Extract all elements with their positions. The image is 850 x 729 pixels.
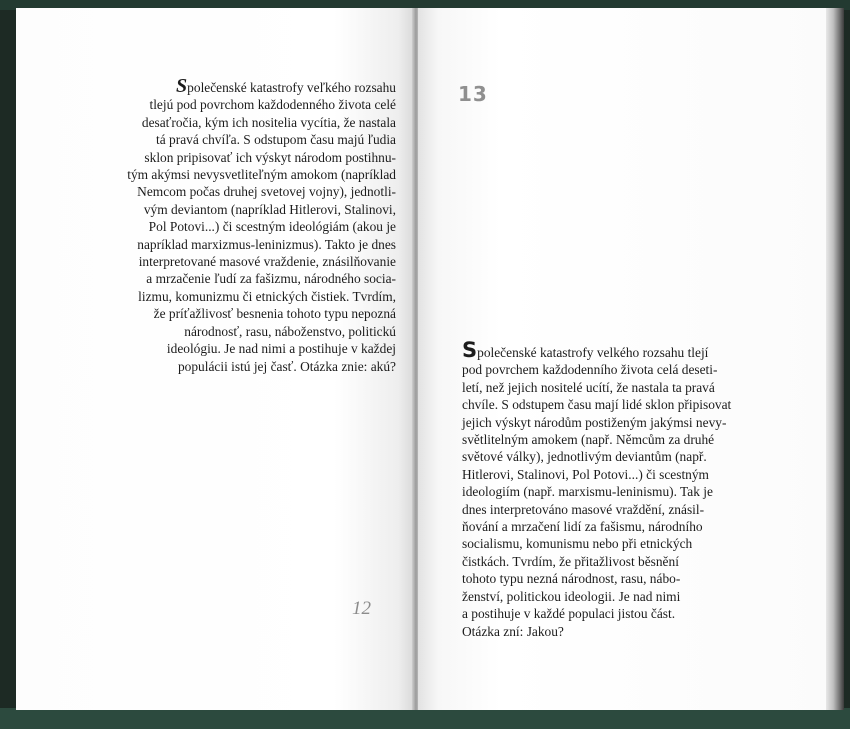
left-page-number: 12 [352, 598, 371, 619]
right-line-7: světové války), jednotlivým deviantům (např. [462, 449, 707, 465]
book-fore-edge [826, 8, 844, 710]
right-page [418, 8, 828, 710]
left-line-8: vým deviantom (napríklad Hitlerovi, Stalinovi, [143, 201, 396, 217]
right-page-number: 13 [458, 82, 488, 106]
right-line-8: Hitlerovi, Stalinovi, Pol Potovi...) či scestným [462, 466, 709, 482]
left-line-12: a mrzačenie ľudí za fašizmu, národného socia- [146, 271, 396, 287]
right-line-1: Společenské katastrofy velkého rozsahu tlejí [462, 338, 709, 362]
right-line-9: ideologiím (např. marxismu-leninismu). Tak je [462, 484, 713, 500]
right-line-4: chvíle. S odstupem času mají lidé sklon připisovat [462, 397, 732, 413]
right-line-17: Otázka zní: Jakou? [462, 623, 564, 639]
right-line-3: letí, než jejich nositelé ucítí, že nastala ta pravá [462, 379, 715, 395]
right-page-paragraph [462, 338, 772, 640]
left-line-14: že príťažlivosť besnenia tohoto typu nepozná [153, 306, 396, 322]
right-line-13: čistkách. Tvrdím, že přitažlivost běsnění [462, 553, 679, 569]
left-line-16: ideológiu. Je nad nimi a postihuje v každej [166, 341, 396, 357]
right-line-5: jejich výskyt národům postiženým jakýmsi nevy- [462, 414, 727, 430]
right-line-14: tohoto typu nezná národnost, rasu, nábo- [462, 571, 681, 587]
right-line-12: socialismu, komunismu nebo při etnických [462, 536, 693, 552]
right-line-6: světlitelným amokem (např. Němcům za druhé [462, 432, 715, 448]
left-line-13: lizmu, komunizmu či etnických čistiek. Tvrdím, [138, 288, 396, 304]
left-line-5: sklon pripisovať ich výskyt národom postihnu- [144, 149, 396, 165]
left-dropcap: S [176, 75, 188, 97]
left-line-1: Společenské katastrofy veľkého rozsahu [176, 75, 396, 97]
right-line-15: ženství, politickou ideologii. Je nad nimi [462, 588, 681, 604]
book-cover-bottom-edge [0, 708, 850, 729]
left-line-11: interpretované masové vraždenie, znásilňovanie [138, 254, 396, 270]
left-line-7: Nemcom počas druhej svetovej vojny), jednotli- [137, 184, 396, 200]
left-line-4: tá pravá chvíľa. S odstupom času majú ľudia [156, 132, 396, 148]
left-line-6: tým akýmsi nevysvetliteľným amokom (napríklad [127, 167, 396, 183]
left-page-paragraph [102, 75, 396, 375]
left-line-15: národnosť, rasu, náboženstvo, politickú [184, 323, 396, 339]
right-line-16: a postihuje v každé populaci jistou část. [462, 606, 676, 622]
left-line-17: populácii istú jej časť. Otázka znie: akú? [177, 358, 396, 374]
right-dropcap: S [462, 338, 478, 362]
left-line-10: napríklad marxizmus-leninizmus). Takto je dnes [137, 236, 396, 252]
right-line-2: pod povrchem každodenního života celá deseti- [462, 362, 718, 378]
right-line-10: dnes interpretováno masové vraždění, znásil- [462, 501, 705, 517]
left-line-2: tlejú pod povrchom každodenného života celé [149, 97, 396, 113]
left-line-3: desaťročia, kým ich nositelia vycítia, že nastala [141, 114, 396, 130]
left-line-9: Pol Potovi...) či scestným ideológiám (akou je [148, 219, 396, 235]
left-page [16, 8, 414, 710]
right-line-11: ňování a mrzačení lidí za fašismu, národního [462, 519, 703, 535]
